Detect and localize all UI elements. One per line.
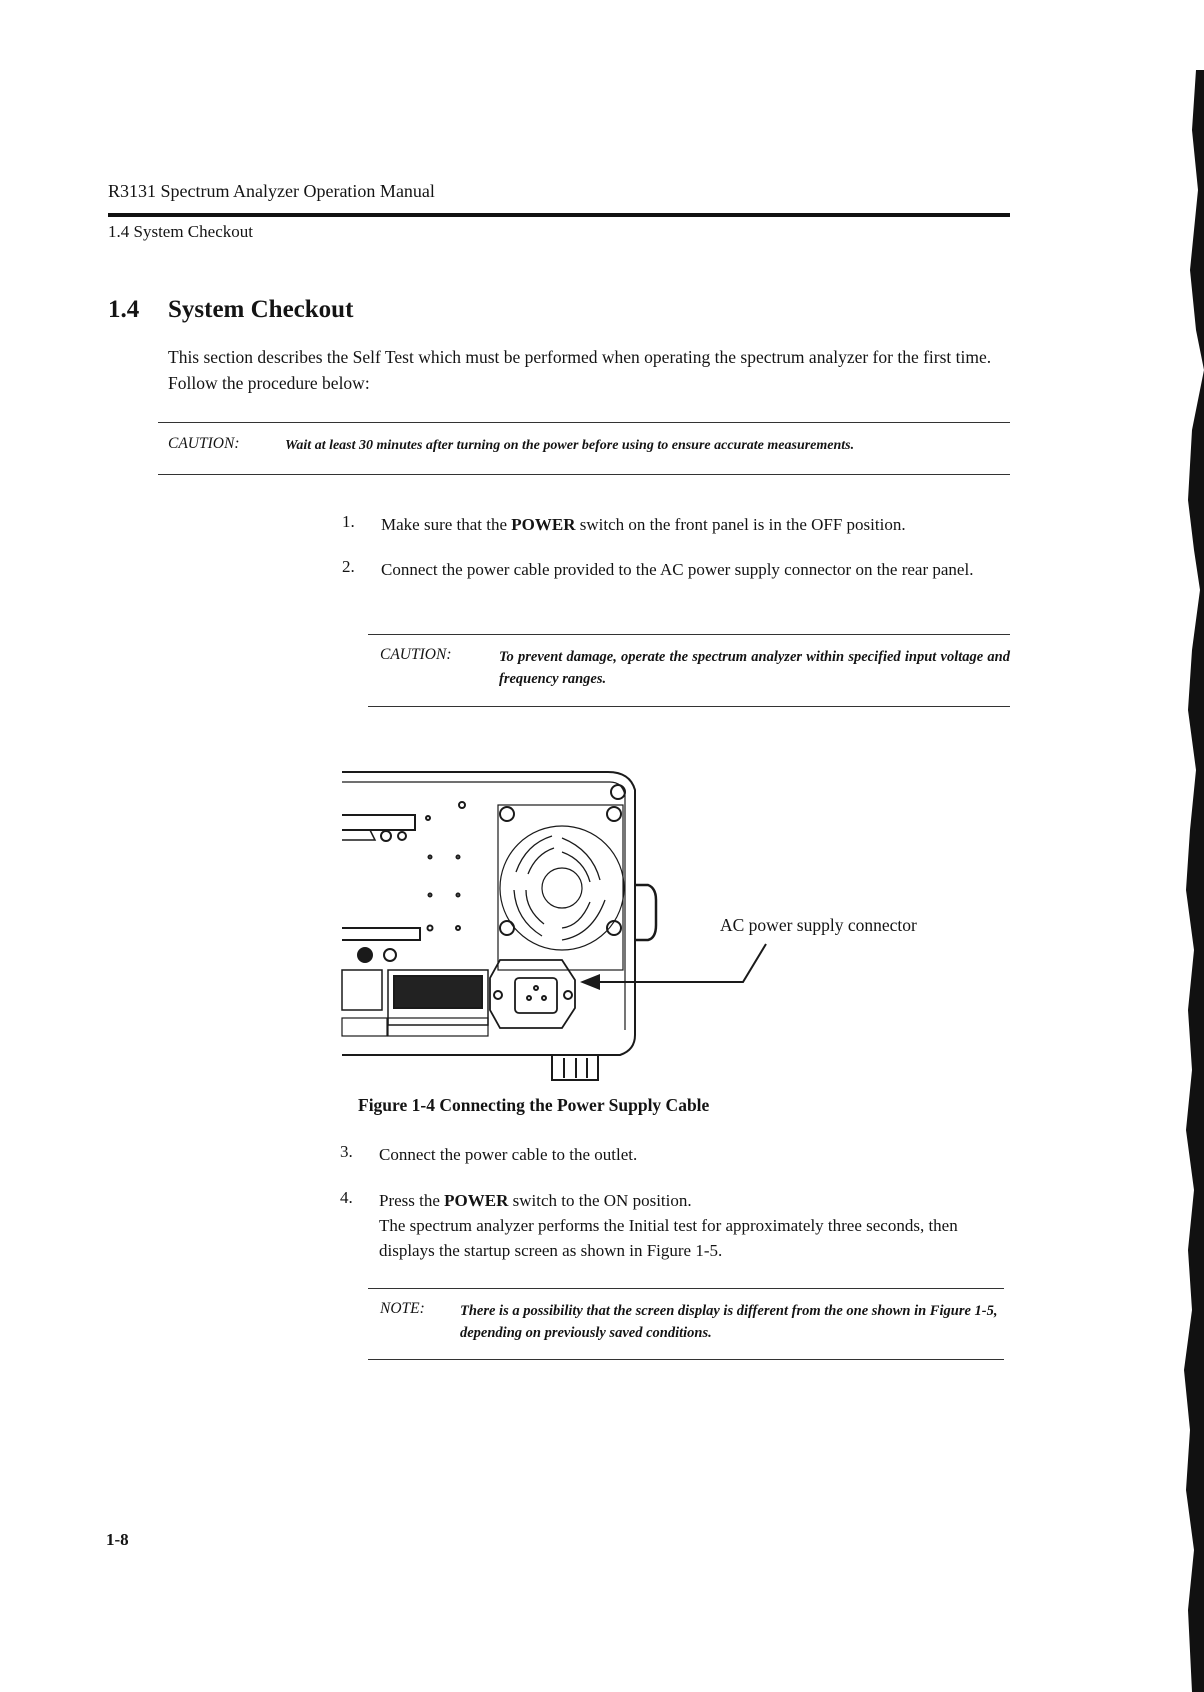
- step-2-text: Connect the power cable provided to the AC power supply connector on the rear panel.: [381, 560, 974, 579]
- figure-callout: AC power supply connector: [720, 915, 917, 935]
- caution1-label: CAUTION:: [168, 435, 240, 452]
- note-label: NOTE:: [380, 1300, 425, 1317]
- caution1-bottom-rule: [158, 474, 1010, 475]
- scan-edge-shadow: [1174, 70, 1204, 1692]
- section-title: System Checkout: [168, 296, 354, 323]
- intro-paragraph: This section describes the Self Test which must be performed when operating the spectrum analyzer for the first time. Follow the procedure below:: [168, 347, 992, 393]
- note-text: There is a possibility that the screen display is different from the one shown in Figure 1-5, depending on previously saved conditions.: [460, 1303, 998, 1341]
- caution2-text: To prevent damage, operate the spectrum analyzer within specified input voltage and frequency ranges.: [499, 649, 1010, 687]
- step-4-number: 4.: [340, 1188, 353, 1207]
- rear-panel-illustration: [330, 760, 1050, 1090]
- caution2-label: CAUTION:: [380, 646, 452, 663]
- note-bottom-rule: [368, 1359, 1004, 1360]
- caution1-text: Wait at least 30 minutes after turning on the power before using to ensure accurate measurements.: [285, 438, 855, 453]
- section-number: 1.4: [108, 296, 140, 323]
- step-2-number: 2.: [342, 557, 355, 576]
- step-3-text: Connect the power cable to the outlet.: [379, 1145, 638, 1164]
- caution2-bottom-rule: [368, 706, 1010, 707]
- figure-caption: Figure 1-4 Connecting the Power Supply Cable: [358, 1095, 710, 1115]
- step-4-detail: The spectrum analyzer performs the Initial test for approximately three seconds, then displays the startup screen as shown in Figure 1-5.: [379, 1216, 958, 1260]
- note-top-rule: [368, 1288, 1004, 1289]
- step-4-text: Press the POWER switch to the ON position. The spectrum analyzer performs the Initial test for approximately three seconds, then displays the startup screen as shown in Figure 1-5.: [379, 1188, 1011, 1263]
- step-3-number: 3.: [340, 1142, 353, 1161]
- step-1-text: Make sure that the POWER switch on the front panel is in the OFF position.: [381, 515, 906, 534]
- manual-title: R3131 Spectrum Analyzer Operation Manual: [108, 181, 435, 201]
- caution1-top-rule: [158, 422, 1010, 423]
- page-number: 1-8: [106, 1530, 129, 1549]
- step-1-number: 1.: [342, 512, 355, 531]
- arrowhead-icon: [580, 974, 600, 990]
- caution2-top-rule: [368, 634, 1010, 635]
- header-rule: [108, 213, 1010, 217]
- section-breadcrumb: 1.4 System Checkout: [108, 222, 253, 241]
